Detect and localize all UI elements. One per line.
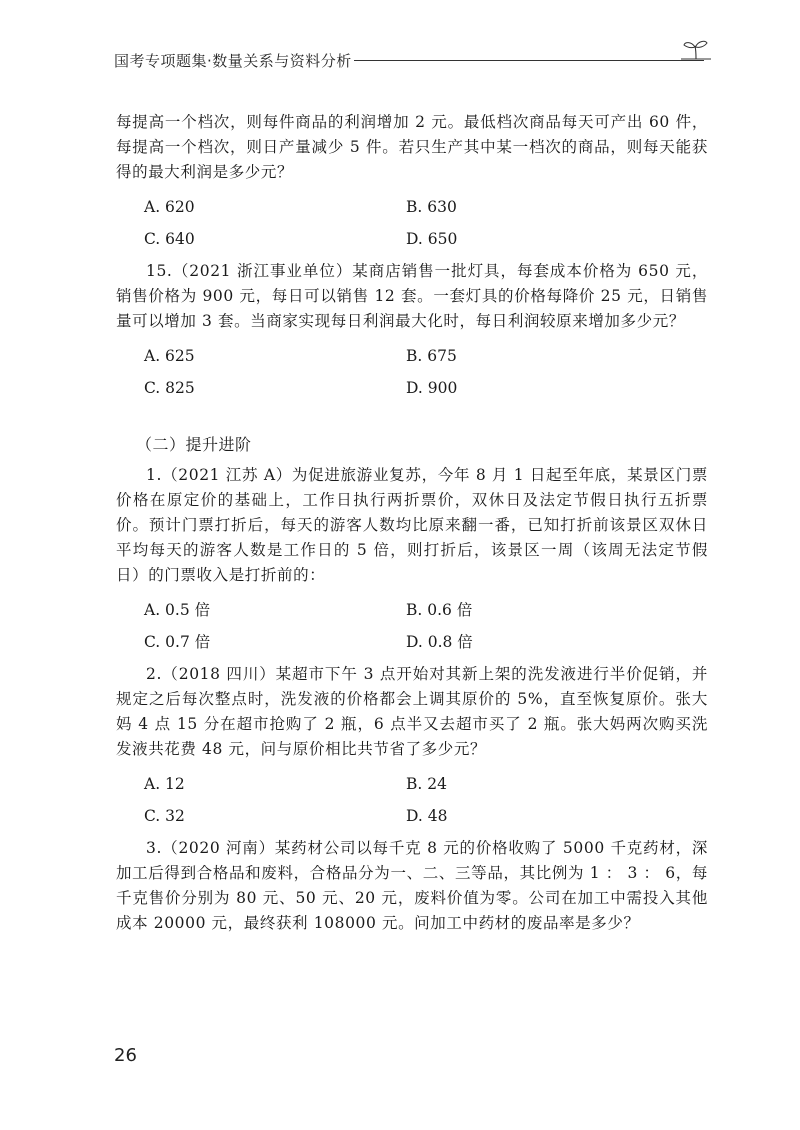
section-title: （二）提升进阶 [136, 435, 252, 454]
option-a: A. 12 [144, 775, 185, 793]
question-2: 2.（2018 四川）某超市下午 3 点开始对其新上架的洗发液进行半价促销，并规定之后每次整点时，洗发液的价格都会上调其原价的 5%，直至恢复原价。张大妈 4 点 15 分在超市抢购了 2 瓶，6 点半又去超市买了 2 瓶。张大妈两次购买洗发液共花费 48 元，问与原价相比共节省了多少元？ [116, 665, 708, 758]
option-c: C. 825 [144, 379, 195, 397]
question-3: 3.（2020 河南）某药材公司以每千克 8 元的价格收购了 5000 千克药材，深加工后得到合格品和废料，合格品分为一、二、三等品，其比例为 1 ： 3 ： 6，每千克售价分别为 80 元、50 元、20 元，废料价值为零。公司在加工中需投入其他成本 20000 元，最终获利 108000 元。问加工中药材的废品率是多少？ [116, 839, 708, 932]
question-15-options [144, 344, 708, 400]
option-c: C. 0.7 倍 [144, 633, 211, 651]
page-number: 26 [114, 1045, 137, 1066]
sprout-icon [679, 38, 713, 62]
question-2-options [144, 772, 708, 828]
option-a: A. 0.5 倍 [144, 601, 211, 619]
question-1-options [144, 598, 708, 654]
option-c: C. 32 [144, 807, 185, 825]
option-b: B. 675 [406, 347, 457, 365]
header-title: 国考专项题集·数量关系与资料分析 [114, 52, 352, 70]
option-d: D. 48 [406, 807, 448, 825]
option-d: D. 650 [406, 230, 458, 248]
question-15: 15.（2021 浙江事业单位）某商店销售一批灯具，每套成本价格为 650 元，销售价格为 900 元，每日可以销售 12 套。一套灯具的价格每降价 25 元，日销售量可以增加 3 套。当商家实现每日利润最大化时，每日利润较原来增加多少元？ [116, 262, 708, 330]
question-14-continuation: 每提高一个档次，则每件商品的利润增加 2 元。最低档次商品每天可产出 60 件，每提高一个档次，则日产量减少 5 件。若只生产其中某一档次的商品，则每天能获得的最大利润是多少元？ [116, 113, 708, 181]
header-rule [354, 60, 704, 61]
page-content [116, 110, 708, 942]
option-b: B. 0.6 倍 [406, 601, 473, 619]
option-a: A. 625 [144, 347, 195, 365]
question-1: 1.（2021 江苏 A）为促进旅游业复苏，今年 8 月 1 日起至年底，某景区门票价格在原定价的基础上，工作日执行两折票价，双休日及法定节假日执行五折票价。预计门票打折后，每天的游客人数均比原来翻一番，已知打折前该景区双休日平均每天的游客人数是工作日的 5 倍，则打折后，该景区一周（该周无法定节假日）的门票收入是打折前的： [116, 466, 708, 584]
option-b: B. 630 [406, 198, 457, 216]
option-d: D. 0.8 倍 [406, 633, 473, 651]
option-d: D. 900 [406, 379, 458, 397]
option-c: C. 640 [144, 230, 195, 248]
question-14-options [144, 195, 708, 251]
option-b: B. 24 [406, 775, 447, 793]
running-header [114, 40, 714, 76]
option-a: A. 620 [144, 198, 195, 216]
